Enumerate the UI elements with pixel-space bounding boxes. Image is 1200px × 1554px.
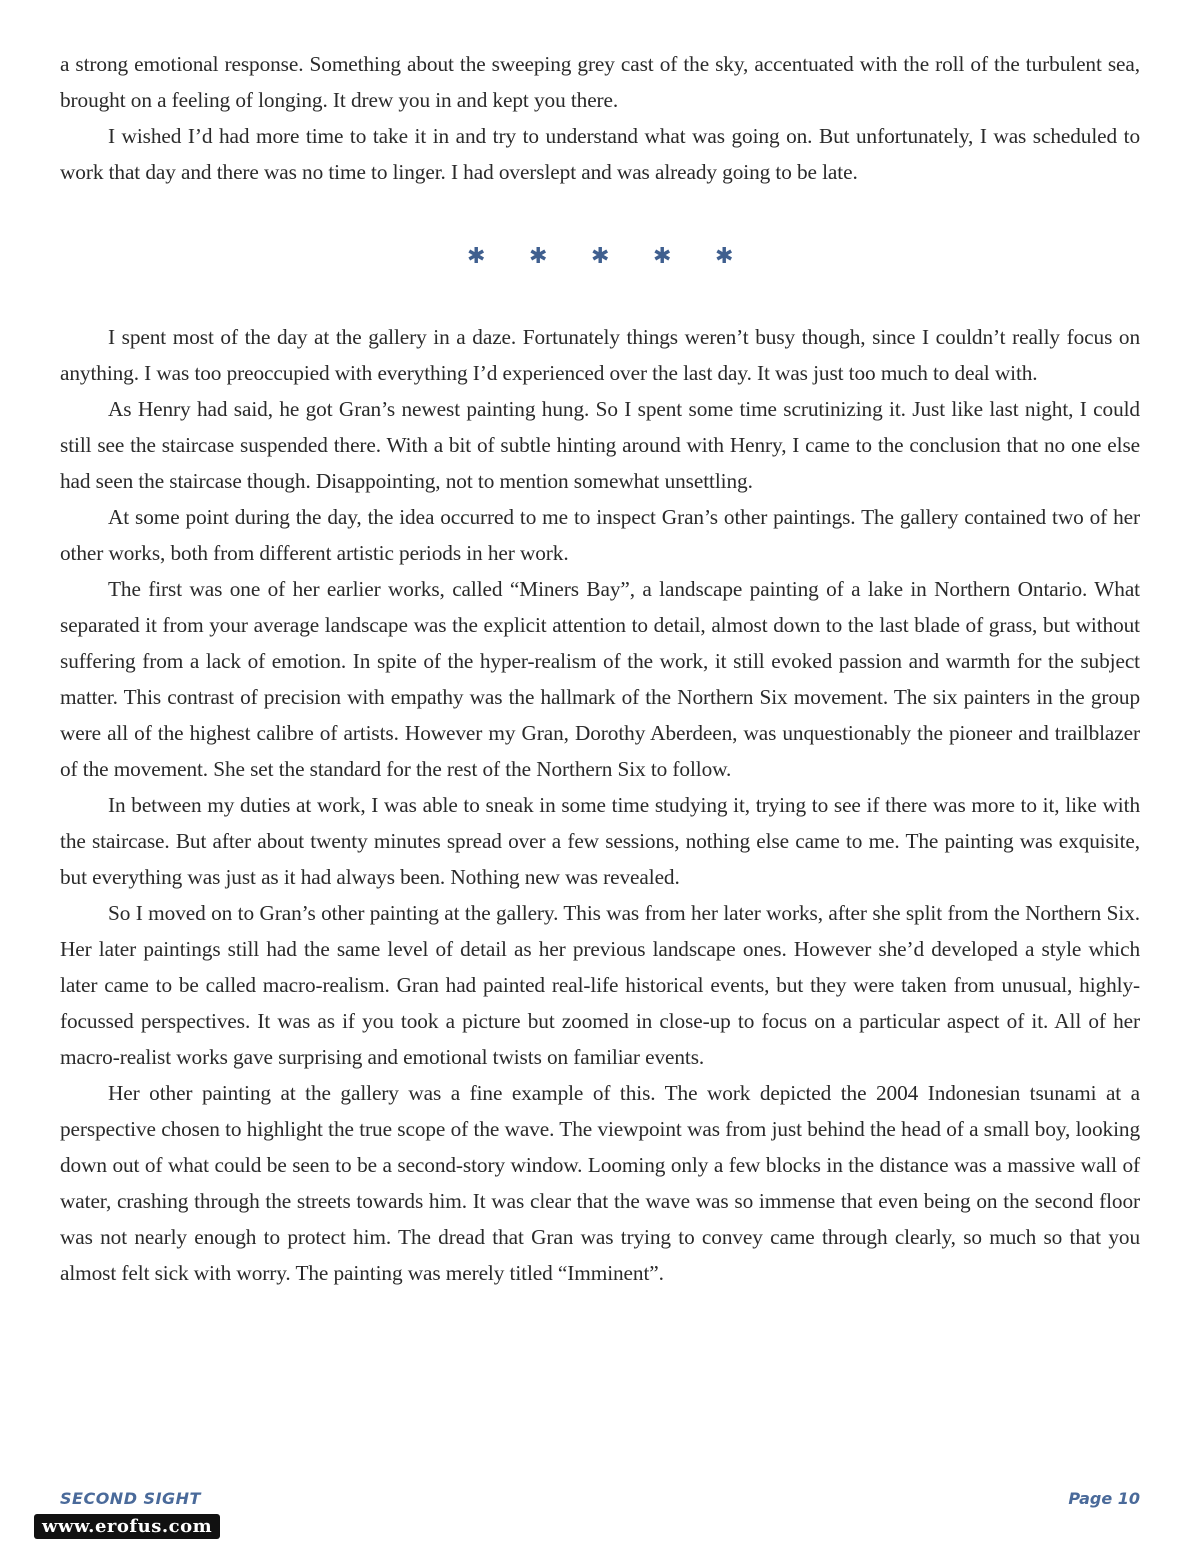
asterisk-icon: ✱	[591, 244, 610, 269]
asterisk-icon: ✱	[529, 244, 548, 269]
book-title: SECOND SIGHT	[60, 1489, 201, 1508]
paragraph: As Henry had said, he got Gran’s newest painting hung. So I spent some time scrutinizing it. Just like last night, I could still see the staircase suspended there. With a bit of subtle hinting around with Henry, I came to the conclusion that no one else had seen the staircase though. Disappointing, not to mention somewhat unsettling.	[60, 397, 1140, 493]
asterisk-icon: ✱	[467, 244, 486, 269]
paragraph: So I moved on to Gran’s other painting at the gallery. This was from her later works, after she split from the Northern Six. Her later paintings still had the same level of detail as her previous landscape ones. However she’d developed a style which later came to be called macro-realism. Gran had painted real-life historical events, but they were taken from unusual, highly-focussed perspectives. It was as if you took a picture but zoomed in close-up to focus on a particular aspect of it. All of her macro-realist works gave surprising and emotional twists on familiar events.	[60, 901, 1140, 1069]
section-divider	[60, 194, 1140, 319]
paragraph: a strong emotional response. Something about the sweeping grey cast of the sky, accentuated with the roll of the turbulent sea, brought on a feeling of longing. It drew you in and kept you there.	[60, 52, 1140, 112]
paragraph: I wished I’d had more time to take it in and try to understand what was going on. But unfortunately, I was scheduled to work that day and there was no time to linger. I had overslept and was already going to be late.	[60, 124, 1140, 184]
paragraph: Her other painting at the gallery was a fine example of this. The work depicted the 2004 Indonesian tsunami at a perspective chosen to highlight the true scope of the wave. The viewpoint was from just behind the head of a small boy, looking down out of what could be seen to be a second-story window. Looming only a few blocks in the distance was a massive wall of water, crashing through the streets towards him. It was clear that the wave was so immense that even being on the second floor was not nearly enough to protect him. The dread that Gran was trying to convey came through clearly, so much so that you almost felt sick with worry. The painting was merely titled “Imminent”.	[60, 1081, 1140, 1285]
paragraph: I spent most of the day at the gallery in a daze. Fortunately things weren’t busy though, since I couldn’t really focus on anything. I was too preoccupied with everything I’d experienced over the last day. It was just too much to deal with.	[60, 325, 1140, 385]
page-number: Page 10	[1068, 1489, 1140, 1508]
asterisk-icon: ✱	[715, 244, 734, 269]
paragraph: In between my duties at work, I was able to sneak in some time studying it, trying to see if there was more to it, like with the staircase. But after about twenty minutes spread over a few sessions, nothing else came to me. The painting was exquisite, but everything was just as it had always been. Nothing new was revealed.	[60, 793, 1140, 889]
page-body	[60, 46, 1140, 1291]
paragraph: The first was one of her earlier works, called “Miners Bay”, a landscape painting of a lake in Northern Ontario. What separated it from your average landscape was the explicit attention to detail, almost down to the last blade of grass, but without suffering from a lack of emotion. In spite of the hyper-realism of the work, it still evoked passion and warmth for the subject matter. This contrast of precision with empathy was the hallmark of the Northern Six movement. The six painters in the group were all of the highest calibre of artists. However my Gran, Dorothy Aberdeen, was unquestionably the pioneer and trailblazer of the movement. She set the standard for the rest of the Northern Six to follow.	[60, 577, 1140, 781]
asterisk-icon: ✱	[653, 244, 672, 269]
paragraph: At some point during the day, the idea occurred to me to inspect Gran’s other paintings. The gallery contained two of her other works, both from different artistic periods in her work.	[60, 505, 1140, 565]
watermark: www.erofus.com	[34, 1514, 220, 1539]
